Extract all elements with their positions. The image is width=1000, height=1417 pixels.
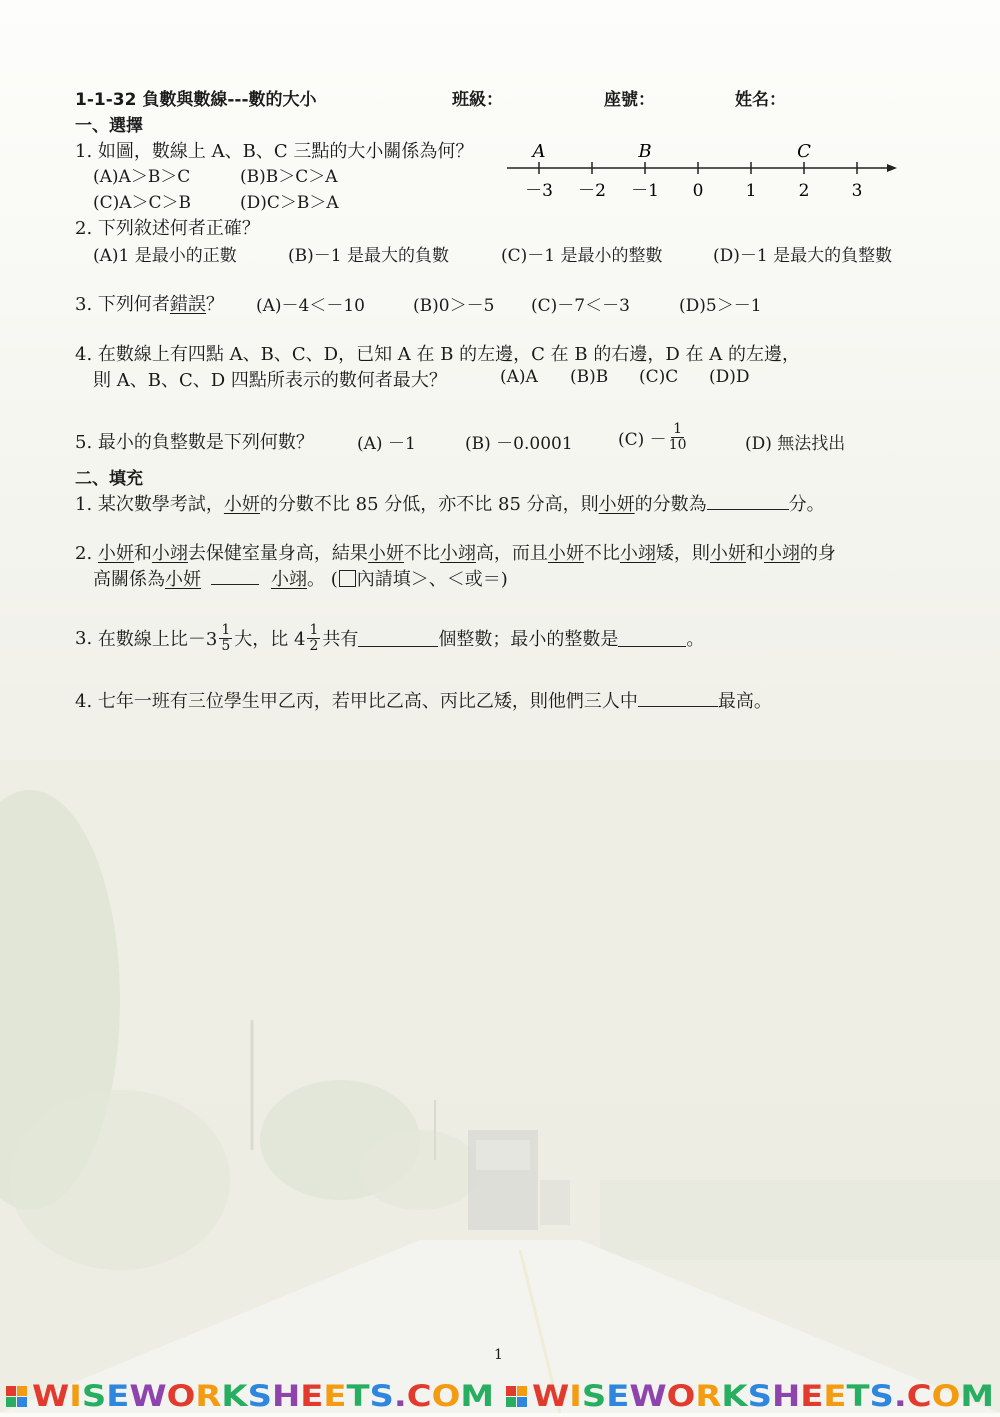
fill-question-3 — [75, 618, 704, 658]
text: 的分數為 — [634, 494, 707, 515]
fraction — [669, 422, 687, 453]
section-heading-fill-in: 二、填充 — [75, 469, 143, 489]
question-number: 5. — [75, 432, 93, 453]
q2-option-c: (C)－1 是最小的整數 — [501, 246, 663, 266]
seat-label: 座號： — [604, 90, 655, 110]
text: 分。 — [788, 494, 825, 515]
arrow-right-icon — [887, 164, 897, 172]
question-4-line2: 則 A、B、C、D 四點所表示的數何者最大？ — [93, 370, 447, 391]
text: 大，比 4 — [234, 629, 306, 650]
tick-label: 0 — [692, 181, 704, 201]
name-label: 姓名： — [735, 90, 786, 110]
tick-label: 3 — [851, 181, 863, 201]
text: 高，而且 — [475, 543, 548, 564]
point-label-c: C — [797, 141, 811, 162]
worksheet-title: 1-1-32 負數與數線---數的大小 — [75, 90, 317, 110]
q5-option-a: (A) －1 — [357, 434, 416, 454]
number-line-figure — [505, 138, 905, 204]
text: 在數線上比－3 — [97, 629, 218, 650]
q2-option-a: (A)1 是最小的正數 — [93, 246, 237, 266]
logo-square-icon — [517, 1386, 527, 1396]
answer-blank[interactable] — [211, 568, 259, 585]
logo-square-icon — [17, 1386, 27, 1396]
text: 和 — [745, 543, 764, 564]
q5-option-d: (D) 無法找出 — [745, 434, 846, 454]
logo-square-icon — [506, 1386, 516, 1396]
q2-option-d: (D)－1 是最大的負整數 — [713, 246, 893, 266]
text: 。 ( — [307, 569, 338, 590]
fraction — [219, 623, 232, 654]
q1-option-b: (B)B＞C＞A — [240, 167, 338, 187]
fraction-numerator: 1 — [673, 420, 683, 437]
q2-option-b: (B)－1 是最大的負數 — [288, 246, 449, 266]
name-underlined: 小妍 — [547, 543, 584, 564]
footer-brand-bar — [0, 1378, 1000, 1413]
text: 去保健室量身高，結果 — [187, 543, 368, 564]
q1-option-a: (A)A＞B＞C — [93, 167, 191, 187]
question-number: 4. — [75, 344, 93, 365]
tick-label: －3 — [525, 181, 553, 201]
answer-blank[interactable] — [358, 630, 438, 647]
name-underlined: 小妍 — [709, 543, 746, 564]
wiseworksheets-logo — [0, 1378, 1000, 1413]
text: 矮，則 — [655, 543, 710, 564]
logo-square-icon — [6, 1386, 16, 1396]
q3-option-a: (A)－4＜－10 — [256, 296, 365, 316]
brand-text: W IS E W O R K S H E E T S .C O M — [532, 1379, 990, 1413]
q4-option-c: (C)C — [639, 367, 679, 387]
question-mark: ？ — [205, 294, 224, 315]
q1-option-d: (D)C＞B＞A — [240, 193, 339, 213]
question-4 — [75, 340, 800, 366]
name-underlined: 小翊 — [151, 543, 188, 564]
question-3 — [75, 290, 224, 316]
question-5 — [75, 428, 314, 454]
logo-square-icon — [6, 1397, 16, 1407]
question-number: 2. — [75, 543, 93, 564]
text: 某次數學考試， — [97, 494, 224, 515]
fill-question-2-line2 — [93, 565, 508, 591]
name-underlined: 小翊 — [619, 543, 656, 564]
text: 不比 — [583, 543, 620, 564]
text: 七年一班有三位學生甲乙丙，若甲比乙高、丙比乙矮，則他們三人中 — [97, 691, 638, 712]
question-text: 如圖，數線上 A、B、C 三點的大小關係為何？ — [97, 141, 474, 162]
text: 。 — [686, 629, 705, 650]
point-label-b: B — [638, 141, 652, 162]
fraction-denominator: 5 — [221, 637, 231, 654]
fill-question-4 — [75, 687, 772, 713]
q4-option-b: (B)B — [570, 367, 609, 387]
name-underlined: 小翊 — [763, 543, 800, 564]
section-heading-multiple-choice: 一、選擇 — [75, 116, 143, 136]
tick-label: －2 — [578, 181, 606, 201]
fill-question-1 — [75, 490, 825, 516]
question-number: 3. — [75, 294, 93, 315]
q5-option-b: (B) －0.0001 — [465, 434, 573, 454]
emphasis-wrong: 錯誤 — [169, 294, 206, 315]
name-underlined: 小翊 — [271, 569, 307, 590]
text: 的分數不比 85 分低，亦不比 85 分高，則 — [259, 494, 599, 515]
tick-label: 1 — [745, 181, 757, 201]
question-number: 1. — [75, 141, 93, 162]
text: 和 — [133, 543, 152, 564]
question-number: 1. — [75, 494, 93, 515]
fraction-numerator: 1 — [309, 621, 319, 638]
question-text: 下列何者 — [97, 294, 170, 315]
q3-option-b: (B)0＞－5 — [413, 296, 495, 316]
name-underlined: 小妍 — [598, 494, 635, 515]
q3-option-c: (C)－7＜－3 — [531, 296, 630, 316]
class-label: 班級： — [452, 90, 503, 110]
fraction-numerator: 1 — [221, 621, 231, 638]
text: 不比 — [403, 543, 440, 564]
fraction-denominator: 10 — [668, 436, 687, 453]
q1-option-c: (C)A＞C＞B — [93, 193, 192, 213]
text: 最高。 — [717, 691, 772, 712]
logo-square-icon — [517, 1397, 527, 1407]
logo-square-icon — [506, 1397, 516, 1407]
question-2 — [75, 214, 260, 240]
brand-text: W IS E W O R K S H E E T S .C O M — [32, 1379, 490, 1413]
point-label-a: A — [532, 141, 546, 162]
q4-option-a: (A)A — [500, 367, 538, 387]
question-text: 最小的負整數是下列何數？ — [97, 432, 314, 453]
square-box-icon — [339, 570, 356, 587]
text: 個整數；最小的整數是 — [438, 629, 619, 650]
answer-blank[interactable] — [618, 630, 686, 647]
name-underlined: 小妍 — [97, 543, 134, 564]
name-underlined: 小妍 — [367, 543, 404, 564]
answer-blank[interactable] — [638, 690, 718, 707]
fraction-denominator: 2 — [309, 637, 319, 654]
q5-option-c — [618, 414, 689, 460]
tick-label: 2 — [798, 181, 810, 201]
answer-blank[interactable] — [707, 493, 789, 510]
option-c-prefix: (C) － — [618, 429, 667, 450]
question-text-line1: 在數線上有四點 A、B、C、D，已知 A 在 B 的左邊，C 在 B 的右邊，D 在 A 的左邊， — [97, 344, 800, 365]
name-underlined: 小妍 — [223, 494, 260, 515]
question-number: 3. — [75, 627, 93, 649]
logo-square-icon — [17, 1397, 27, 1407]
tick-label: －1 — [631, 181, 659, 201]
page-number: 1 — [494, 1347, 503, 1363]
question-number: 2. — [75, 218, 93, 239]
fraction — [307, 623, 320, 654]
name-underlined: 小妍 — [165, 569, 201, 590]
name-underlined: 小翊 — [439, 543, 476, 564]
text: 內請填＞、＜或＝) — [356, 569, 508, 590]
text: 的身 — [799, 543, 836, 564]
q3-option-d: (D)5＞－1 — [679, 296, 762, 316]
question-number: 4. — [75, 691, 93, 712]
question-text: 下列敘述何者正確？ — [97, 218, 260, 239]
question-1 — [75, 137, 473, 163]
fill-question-2 — [75, 539, 836, 565]
text: 共有 — [322, 629, 359, 650]
text: 高關係為 — [93, 569, 165, 590]
q4-option-d: (D)D — [709, 367, 750, 387]
